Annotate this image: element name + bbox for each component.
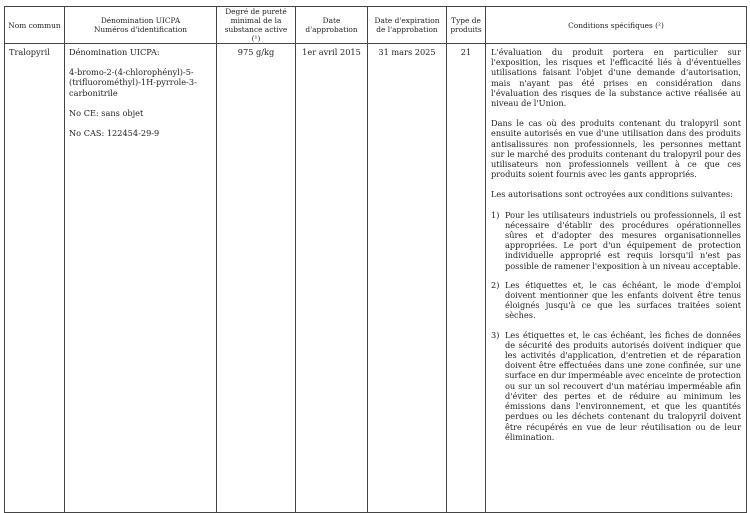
- substance-table: [4, 6, 747, 513]
- cell-iupac: [65, 44, 217, 513]
- header-expiry-date: Date d'expiration de l'approbation: [368, 7, 447, 44]
- cell-common-name: Tralopyril: [5, 44, 65, 513]
- header-common-name: Nom commun: [5, 7, 65, 44]
- header-product-type: Type de produits: [447, 7, 486, 44]
- cas-number: No CAS: 122454-29-9: [69, 128, 160, 139]
- header-iupac-line2: Numéros d'identification: [93, 25, 188, 34]
- iupac-name: 4-bromo-2-(4-chlorophényl)-5-(trifluorométhyl)-1H-pyrrole-3-carbonitrile: [69, 67, 197, 98]
- table-row: [5, 44, 747, 513]
- iupac-label: Dénomination UICPA:: [69, 47, 160, 57]
- conditions-list: [491, 210, 741, 442]
- conditions-paragraph-2: Dans le cas où des produits contenant du tralopyril sont ensuite autorisés en vue d'une utilisation dans des produits antisalissures non professionnels, les personnes mettant sur le marché des produits contenant du tralopyril pour des utilisateurs non professionnels veillent à ce que ces produits soient fournis avec les gants appropriés.: [491, 118, 741, 180]
- cell-conditions: [486, 44, 747, 513]
- conditions-paragraph-1: L'évaluation du produit portera en particulier sur l'exposition, les risques et l'efficacité liés à d'éventuelles utilisations faisant l'objet d'une demande d'autorisation, mais n'ayant pas été prises en considération dans l'évaluation des risques de la substance active réalisée au niveau de l'Union.: [491, 47, 741, 109]
- ec-number: No CE: sans objet: [69, 107, 144, 118]
- list-item: [491, 280, 741, 321]
- list-item-text: Les étiquettes et, le cas échéant, le mode d'emploi doivent mentionner que les enfants doivent être tenus éloignés jusqu'à ce que les surfaces traitées soient sèches.: [505, 279, 741, 321]
- cell-purity: 975 g/kg: [217, 44, 296, 513]
- cell-product-type: 21: [447, 44, 486, 513]
- header-iupac: [65, 7, 217, 44]
- header-row: [5, 7, 747, 44]
- list-item-number: 1): [491, 209, 500, 220]
- list-item-text: Les étiquettes et, le cas échéant, les fiches de données de sécurité des produits autorisés doivent indiquer que les activités d'application, d'entretien et de réparation doivent être effectuées dans une zone confinée, sur une surface en dur imperméable avec enceinte de protection ou sur un sol recouvert d'un matériau imperméable afin d'éviter des pertes et de réduire au minimum les émissions dans l'environnement, et que les quantités perdues ou les déchets contenant du tralopyril doivent être récupérés en vue de leur réutilisation ou de leur élimination.: [505, 329, 741, 442]
- list-item-text: Pour les utilisateurs industriels ou professionnels, il est nécessaire d'établir des procédures opérationnelles sûres et d'adopter des mesures organisationnelles appropriées. Le port d'un équipement de protection individuelle approprié est requis lorsqu'il n'est pas possible de ramener l'exposition à un niveau acceptable.: [505, 209, 741, 271]
- list-item-number: 2): [491, 279, 500, 290]
- header-iupac-line1: Dénomination UICPA: [100, 16, 181, 25]
- cell-expiry-date: 31 mars 2025: [368, 44, 447, 513]
- list-item: [491, 330, 741, 442]
- cell-approval-date: 1er avril 2015: [296, 44, 368, 513]
- header-purity: Degré de pureté minimal de la substance active (¹): [217, 7, 296, 44]
- list-item-number: 3): [491, 329, 500, 340]
- list-item: [491, 210, 741, 271]
- header-conditions: Conditions spécifiques (²): [486, 7, 747, 44]
- conditions-intro: Les autorisations sont octroyées aux conditions suivantes:: [491, 189, 733, 200]
- header-approval-date: Date d'approbation: [296, 7, 368, 44]
